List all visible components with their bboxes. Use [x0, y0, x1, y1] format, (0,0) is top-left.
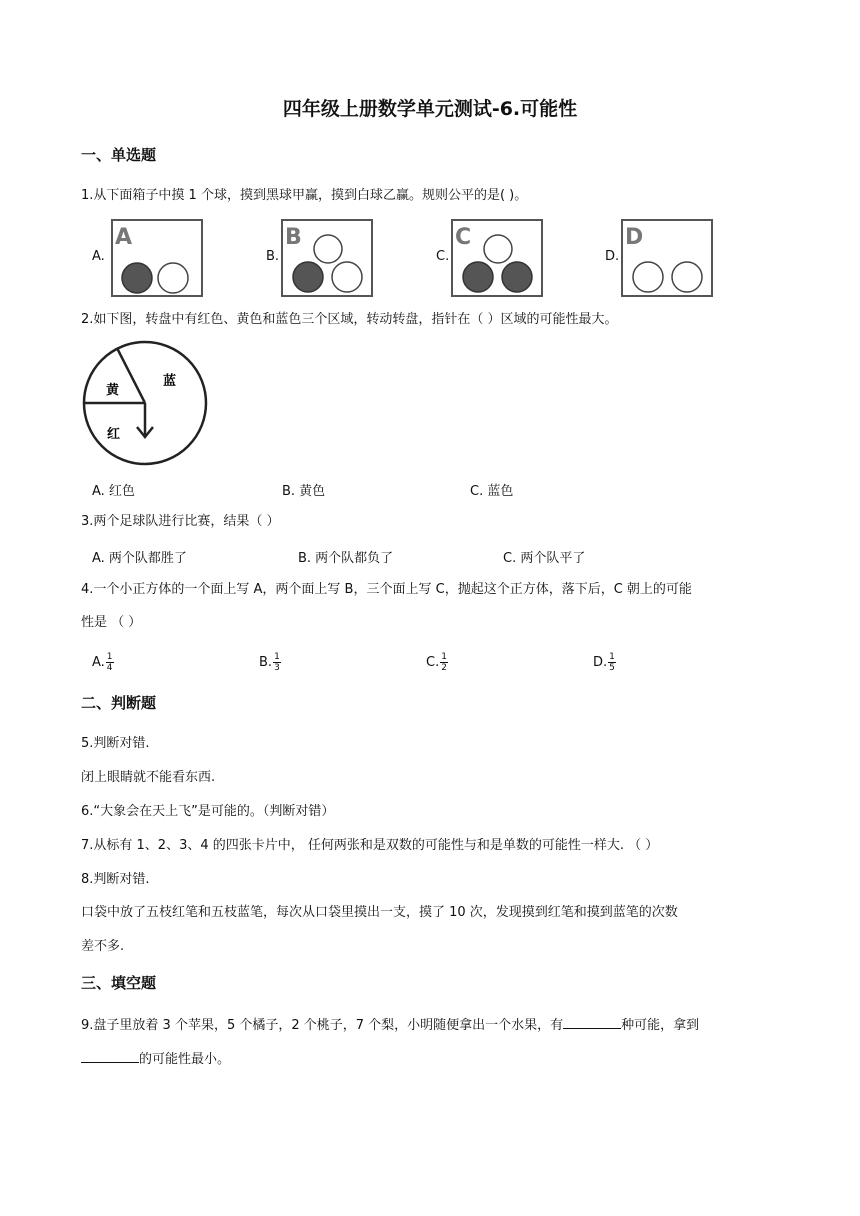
q1-option-b-label: B. — [266, 249, 280, 264]
black-ball-icon — [502, 262, 532, 292]
q4-option-b: B. $\frac{1}{3}$ — [259, 652, 280, 673]
question-9-line2: 的可能性最小。 — [81, 1048, 230, 1070]
q2-option-b: B. 黄色 — [282, 484, 326, 499]
black-ball-icon — [463, 262, 493, 292]
question-4-text-line1: 4.一个小正方体的一个面上写 A，两个面上写 B，三个面上写 C，抛起这个正方体，落下后，C 朝上的可能 — [81, 582, 692, 597]
q2-option-c: C. 蓝色 — [470, 484, 514, 499]
q3-option-b: B. 两个队都负了 — [298, 551, 394, 566]
q1-box-d — [621, 219, 713, 297]
answer-blank-1[interactable] — [563, 1014, 621, 1029]
question-9-line1: 9.盘子里放着 3 个苹果，5 个橘子，2 个桃子，7 个梨，小明随便拿出一个水果，有 种可能，拿到 — [81, 1014, 699, 1036]
question-8-line1: 8.判断对错. — [81, 872, 150, 887]
answer-blank-2[interactable] — [81, 1048, 139, 1063]
spinner-label-blue: 蓝 — [163, 374, 177, 389]
q1-box-b — [281, 219, 373, 297]
q1-option-a-label: A. — [92, 249, 105, 264]
white-ball-icon — [672, 262, 702, 292]
fraction: $\frac{1}{4}$ — [106, 652, 113, 673]
page-title: 四年级上册数学单元测试-6.可能性 — [282, 98, 578, 120]
q4-option-c: C. $\frac{1}{2}$ — [426, 652, 447, 673]
section-heading-true-false: 二、判断题 — [81, 694, 157, 712]
question-5-line1: 5.判断对错. — [81, 736, 150, 751]
q1-box-d-letter: D — [625, 225, 644, 250]
spinner-label-red: 红 — [107, 427, 121, 442]
q3-option-c: C. 两个队平了 — [503, 551, 586, 566]
fraction: $\frac{1}{5}$ — [609, 652, 615, 673]
q3-option-a: A. 两个队都胜了 — [92, 551, 187, 566]
question-3-text: 3.两个足球队进行比赛，结果（ ） — [81, 514, 280, 529]
q1-option-c-label: C. — [436, 249, 450, 264]
q4-option-d: D. $\frac{1}{5}$ — [593, 652, 615, 673]
white-ball-icon — [484, 235, 512, 263]
spinner-label-yellow: 黄 — [106, 383, 120, 398]
question-8-line3: 差不多. — [81, 939, 125, 954]
white-ball-icon — [332, 262, 362, 292]
q1-box-a-letter: A — [115, 225, 133, 250]
q2-option-a: A. 红色 — [92, 484, 135, 499]
section-heading-single-choice: 一、单选题 — [81, 146, 157, 164]
black-ball-icon — [293, 262, 323, 292]
fraction: $\frac{1}{3}$ — [274, 652, 280, 673]
question-8-line2: 口袋中放了五枝红笔和五枝蓝笔，每次从口袋里摸出一支，摸了 10 次，发现摸到红笔和摸到蓝笔的次数 — [81, 905, 678, 920]
white-ball-icon — [158, 263, 188, 293]
q1-box-c — [451, 219, 543, 297]
q4-option-a: A. $\frac{1}{4}$ — [92, 652, 113, 673]
section-heading-fill-blank: 三、填空题 — [81, 974, 157, 992]
spinner-diagram — [80, 340, 210, 466]
question-1-text: 1.从下面箱子中摸 1 个球，摸到黑球甲赢，摸到白球乙赢。规则公平的是( )。 — [81, 188, 528, 203]
white-ball-icon — [633, 262, 663, 292]
question-6-text: 6.“大象会在天上飞”是可能的。（判断对错） — [81, 804, 335, 819]
q1-option-d-label: D. — [605, 249, 620, 264]
question-5-line2: 闭上眼睛就不能看东西. — [81, 770, 216, 785]
q1-box-c-letter: C — [455, 225, 472, 250]
fraction: $\frac{1}{2}$ — [441, 652, 447, 673]
question-2-text: 2.如下图，转盘中有红色、黄色和蓝色三个区域，转动转盘，指针在（ ）区域的可能性最大。 — [81, 312, 618, 327]
question-7-text: 7.从标有 1、2、3、4 的四张卡片中， 任何两张和是双数的可能性与和是单数的可能性一样大. （ ） — [81, 838, 659, 853]
white-ball-icon — [314, 235, 342, 263]
question-4-text-line2: 性是 （ ） — [81, 615, 142, 630]
black-ball-icon — [122, 263, 152, 293]
q1-box-b-letter: B — [285, 225, 302, 250]
q1-box-a — [111, 219, 203, 297]
